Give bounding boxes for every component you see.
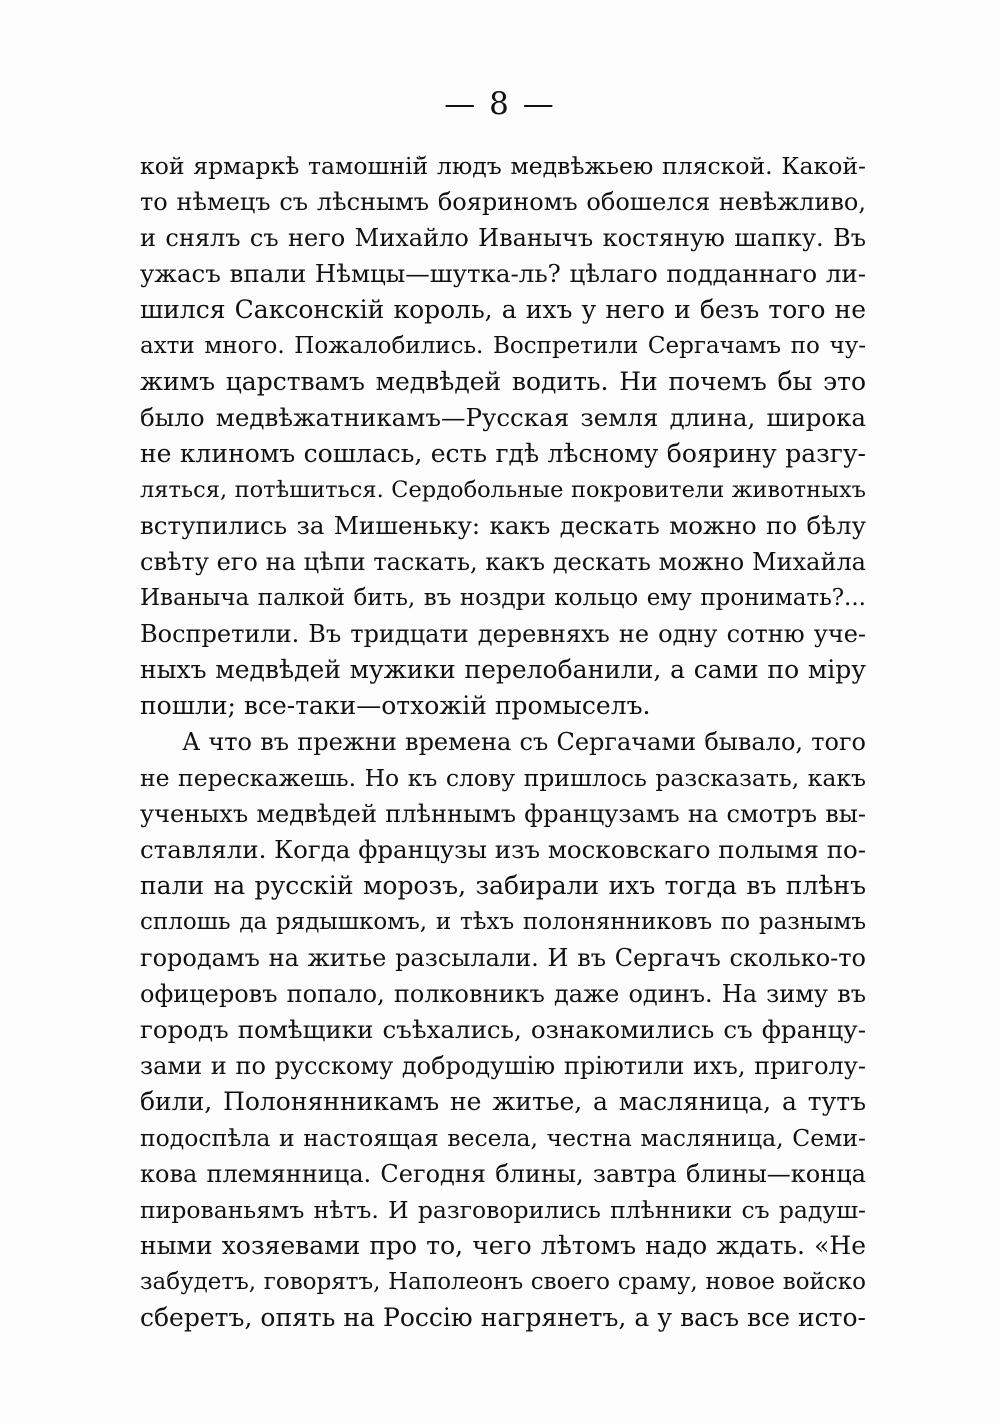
text-line: подоспѣла и настоящая весела, честна масляница, Семи- <box>140 1124 866 1152</box>
text-line: пированьямъ нѣтъ. И разговорились плѣнники съ радуш- <box>140 1196 866 1224</box>
text-line: шился Саксонскій король, а ихъ у него и безъ того не <box>140 295 866 324</box>
text-line: ставляли. Когда французы изъ московскаго полымя по- <box>140 835 866 864</box>
body-text <box>140 148 866 1336</box>
text-line: сберетъ, опять на Россію нагрянетъ, а у васъ все исто- <box>140 1303 866 1332</box>
text-line: не перескажешь. Но къ слову пришлось разсказать, какъ <box>140 764 866 792</box>
text-line: свѣту его на цѣпи таскать, какъ дескать можно Михайла <box>140 548 866 576</box>
text-line: забудетъ, говорятъ, Наполеонъ своего сраму, новое войско <box>140 1269 866 1295</box>
text-line: ученыхъ медвѣдей плѣннымъ французамъ на смотръ вы- <box>140 800 866 828</box>
text-line: ными хозяевами про то, чего лѣтомъ надо ждать. «Не <box>140 1231 866 1260</box>
text-line: Воспретили. Въ тридцати деревняхъ не одну сотню уче- <box>140 620 866 648</box>
text-line: били, Полонянникамъ не житье, а масляница, а тутъ <box>140 1087 866 1116</box>
text-line: Иваныча палкой бить, въ ноздри кольцо ему пронимать?... <box>140 585 866 611</box>
paragraph-start-line: А что въ прежни времена съ Сергачами бывало, того <box>182 728 866 756</box>
text-line: кова племянница. Сегодня блины, завтра блины—конца <box>140 1160 866 1188</box>
text-line: и снялъ съ него Михайло Иванычъ костяную шапку. Въ <box>140 224 866 252</box>
text-line: офицеровъ попало, полковникъ даже одинъ. На зиму въ <box>140 980 866 1008</box>
text-line: не клиномъ сошлась, есть гдѣ лѣсному боярину разгу- <box>140 439 866 468</box>
paragraph-end-line: пошли; все-таки—отхожій промыселъ. <box>140 691 651 720</box>
text-line: ужасъ впали Нѣмцы—шутка-ль? цѣлаго подданнаго ли- <box>140 259 866 288</box>
text-line: то нѣмецъ съ лѣснымъ бояриномъ обошелся невѣжливо, <box>140 188 866 216</box>
text-line: зами и по русскому добродушію пріютили ихъ, приголу- <box>140 1052 866 1080</box>
text-line: было медвѣжатникамъ—Русская земля длина, широка <box>140 403 866 432</box>
text-line: сплошь да рядышкомъ, и тѣхъ полонянниковъ по разнымъ <box>140 909 866 935</box>
text-line: вступились за Мишеньку: какъ дескать можно по бѣлу <box>140 511 866 540</box>
page-number: — 8 — <box>444 86 556 122</box>
text-line: пали на русскій морозъ, забирали ихъ тогда въ плѣнъ <box>140 871 866 900</box>
text-line: кой ярмаркѣ тамошній̆ людъ медвѣжьею пляской. Какой- <box>140 152 866 180</box>
text-line: жимъ царствамъ медвѣдей водить. Ни почемъ бы это <box>140 367 866 396</box>
text-line: городъ помѣщики съѣхались, ознакомились съ францу- <box>140 1015 866 1044</box>
text-line: городамъ на житье разсылали. И въ Сергачъ сколько-то <box>140 944 866 972</box>
text-line: ахти много. Пожалобились. Воспретили Сергачамъ по чу- <box>140 333 866 359</box>
text-line: ляться, потѣшиться. Сердобольные покровители животныхъ <box>140 477 866 503</box>
text-line: ныхъ медвѣдей мужики перелобанили, а сами по міру <box>140 655 866 684</box>
